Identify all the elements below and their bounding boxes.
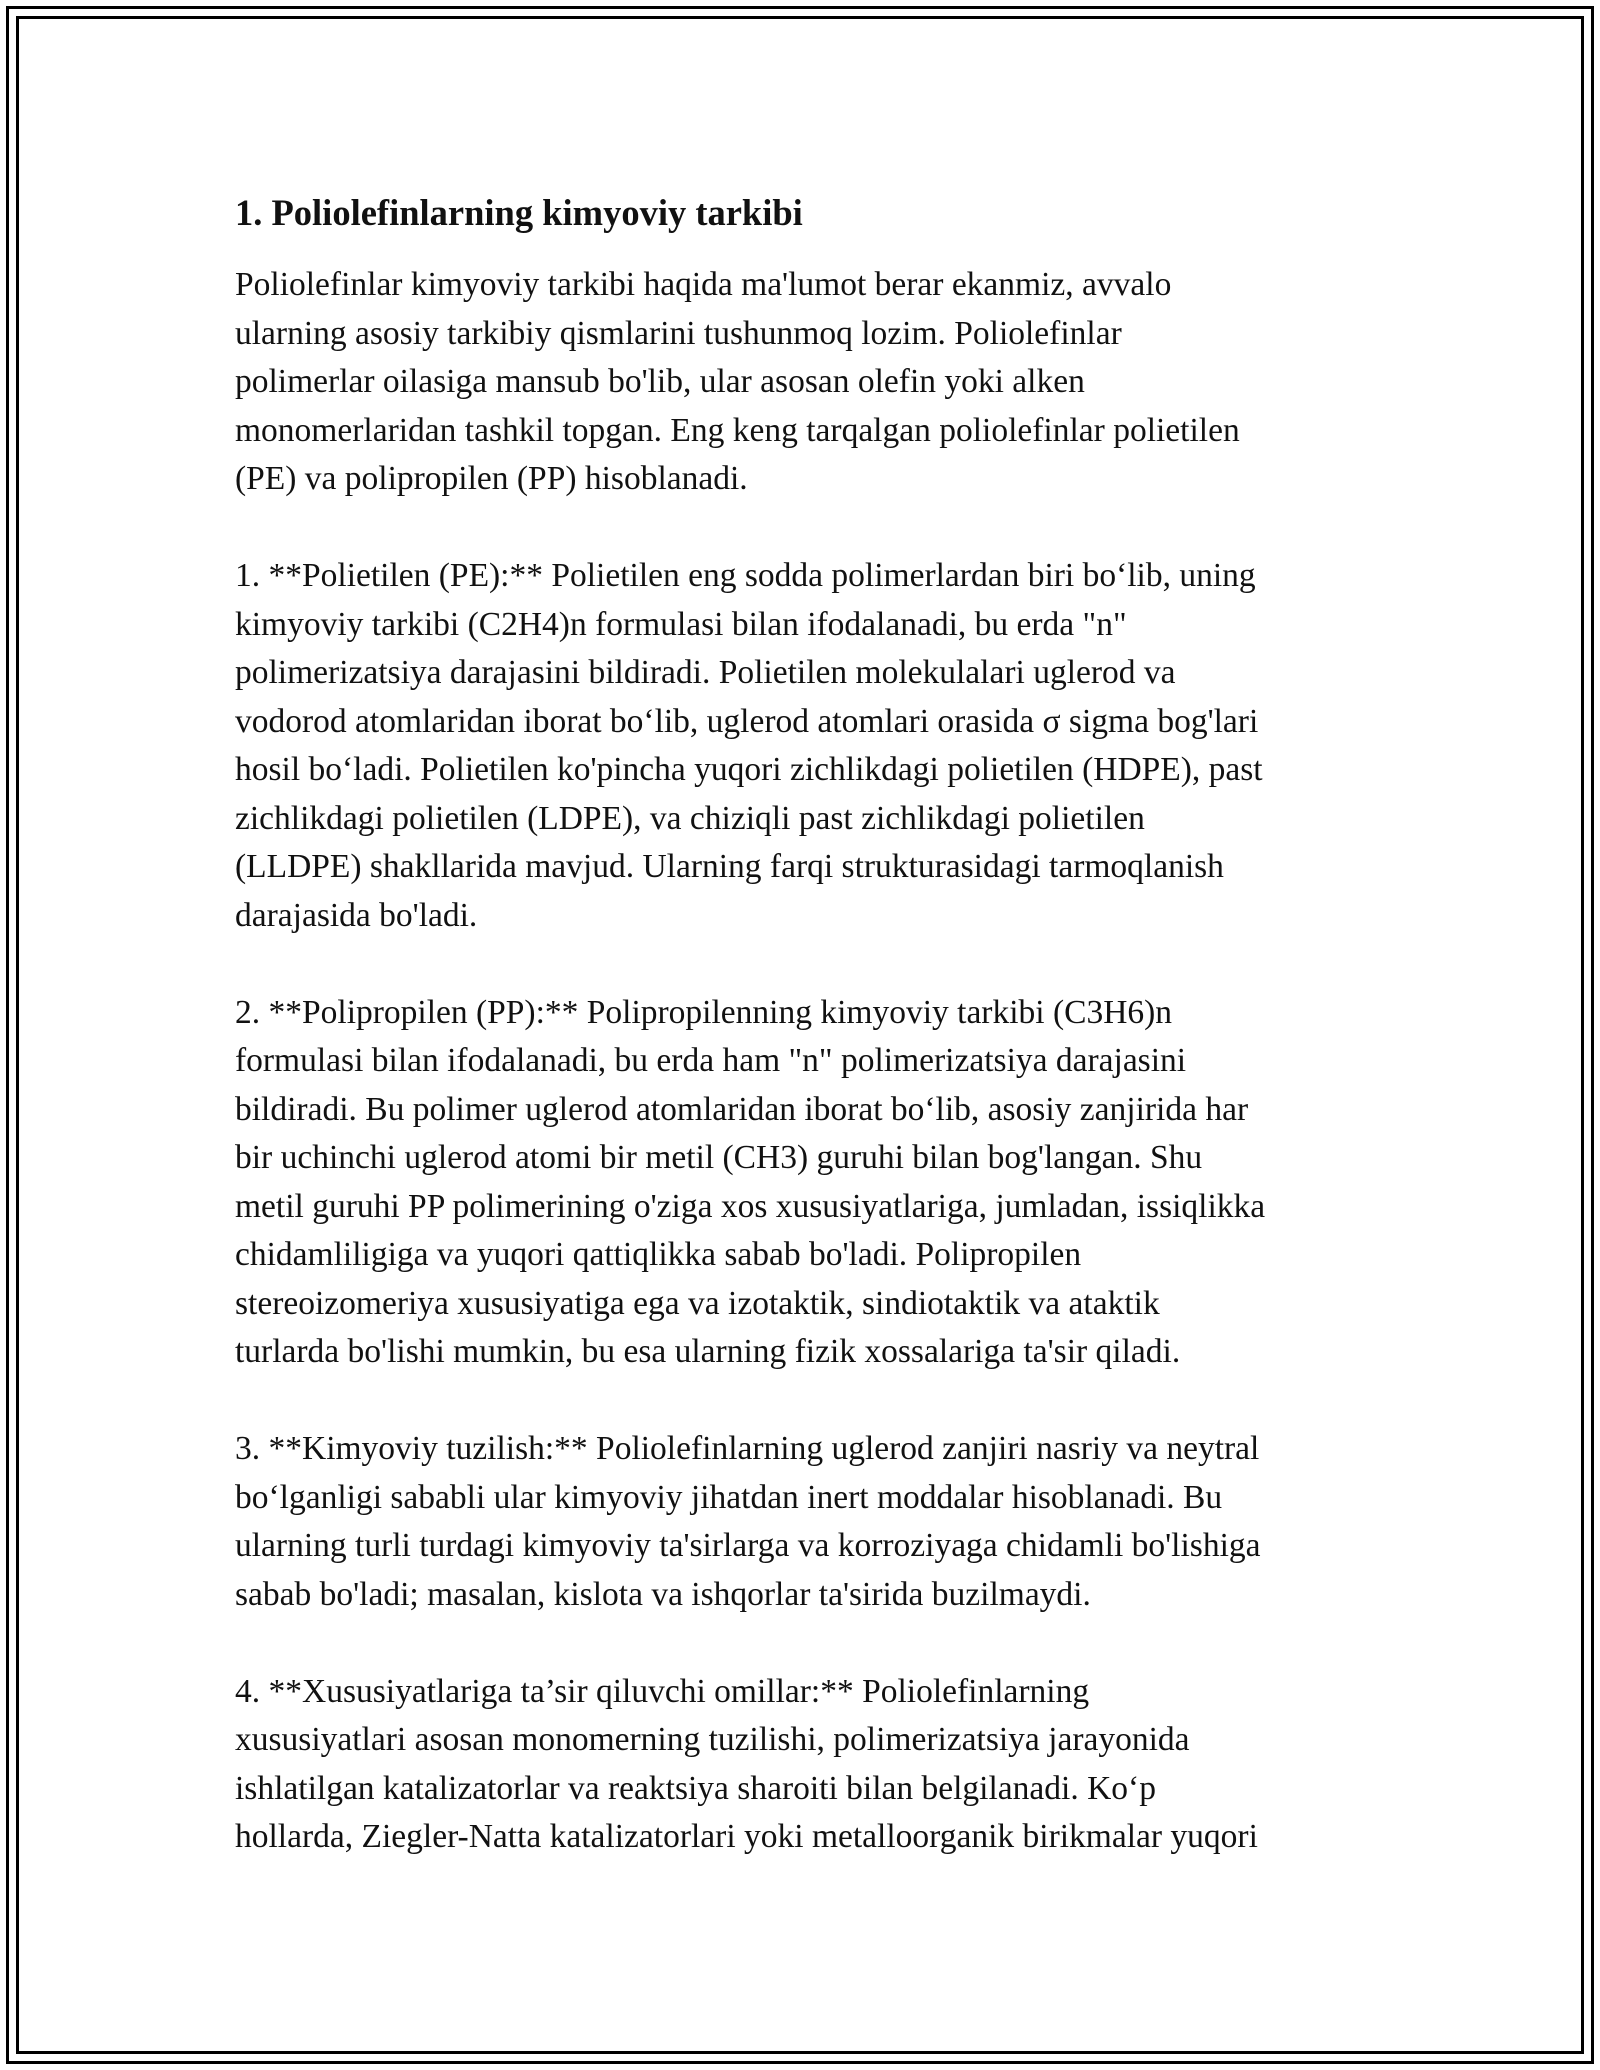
text-line: stereoizomeriya xususiyatiga ega va izotaktik, sindiotaktik va ataktik xyxy=(235,1284,1160,1322)
text-line: 1. **Polietilen (PE):** Polietilen eng sodda polimerlardan biri bo‘lib, uning xyxy=(235,557,1256,594)
text-line: vodorod atomlaridan iborat bo‘lib, uglerod atomlari orasida σ sigma bog'lari xyxy=(235,702,1259,740)
paragraph-intro xyxy=(235,261,1375,504)
paragraph-kimyoviy-tuzilish xyxy=(235,1425,1375,1619)
text-line: darajasida bo'ladi. xyxy=(235,896,478,934)
text-line: bo‘lganligi sababli ular kimyoviy jihatdan inert moddalar hisoblanadi. Bu xyxy=(235,1478,1223,1516)
text-line: ularning asosiy tarkibiy qismlarini tushunmoq lozim. Poliolefinlar xyxy=(235,314,1122,352)
text-line: Poliolefinlar kimyoviy tarkibi haqida ma'lumot berar ekanmiz, avvalo xyxy=(235,266,1172,303)
text-line: hollarda, Ziegler-Natta katalizatorlari yoki metalloorganik birikmalar yuqori xyxy=(235,1818,1258,1855)
section-heading: 1. Poliolefinlarning kimyoviy tarkibi xyxy=(235,192,803,233)
paragraph-xususiyatlar xyxy=(235,1668,1375,1862)
text-line: bildiradi. Bu polimer uglerod atomlaridan iborat bo‘lib, asosiy zanjirida har xyxy=(235,1090,1249,1128)
paragraph-polietilen xyxy=(235,552,1375,940)
text-line: 3. **Kimyoviy tuzilish:** Poliolefinlarning uglerod zanjiri nasriy va neytral xyxy=(235,1430,1260,1467)
text-line: formulasi bilan ifodalanadi, bu erda ham "n" polimerizatsiya darajasini xyxy=(235,1042,1187,1079)
text-line: turlarda bo'lishi mumkin, bu esa ularning fizik xossalariga ta'sir qiladi. xyxy=(235,1333,1181,1370)
text-line: ularning turli turdagi kimyoviy ta'sirlarga va korroziyaga chidamli bo'lishiga xyxy=(235,1527,1261,1564)
text-line: polimerizatsiya darajasini bildiradi. Polietilen molekulalari uglerod va xyxy=(235,654,1176,691)
text-line: 4. **Xususiyatlariga ta’sir qiluvchi omillar:** Poliolefinlarning xyxy=(235,1672,1090,1710)
text-line: kimyoviy tarkibi (C2H4)n formulasi bilan ifodalanadi, bu erda "n" xyxy=(235,605,1127,643)
text-line: metil guruhi PP polimerining o'ziga xos xususiyatlariga, jumladan, issiqlikka xyxy=(235,1187,1266,1225)
text-line: 2. **Polipropilen (PP):** Polipropilenning kimyoviy tarkibi (C3H6)n xyxy=(235,993,1173,1031)
text-line: bir uchinchi uglerod atomi bir metil (CH3) guruhi bilan bog'langan. Shu xyxy=(235,1139,1203,1176)
text-line: (PE) va polipropilen (PP) hisoblanadi. xyxy=(235,460,748,497)
document-body xyxy=(235,185,1375,1910)
text-line: (LLDPE) shakllarida mavjud. Ularning farqi strukturasidagi tarmoqlanish xyxy=(235,848,1224,885)
text-line: hosil bo‘ladi. Polietilen ko'pincha yuqori zichlikdagi polietilen (HDPE), past xyxy=(235,751,1263,788)
text-line: polimerlar oilasiga mansub bo'lib, ular asosan olefin yoki alken xyxy=(235,363,1085,400)
text-line: chidamliligiga va yuqori qattiqlikka sabab bo'ladi. Polipropilen xyxy=(235,1236,1082,1273)
text-line: sabab bo'ladi; masalan, kislota va ishqorlar ta'sirida buzilmaydi. xyxy=(235,1575,1091,1613)
text-line: ishlatilgan katalizatorlar va reaktsiya sharoiti bilan belgilanadi. Ko‘p xyxy=(235,1769,1156,1807)
paragraph-polipropilen xyxy=(235,989,1375,1377)
text-line: monomerlaridan tashkil topgan. Eng keng tarqalgan poliolefinlar polietilen xyxy=(235,411,1240,449)
text-line: xususiyatlari asosan monomerning tuzilishi, polimerizatsiya jarayonida xyxy=(235,1721,1190,1758)
text-line: zichlikdagi polietilen (LDPE), va chiziqli past zichlikdagi polietilen xyxy=(235,799,1145,837)
